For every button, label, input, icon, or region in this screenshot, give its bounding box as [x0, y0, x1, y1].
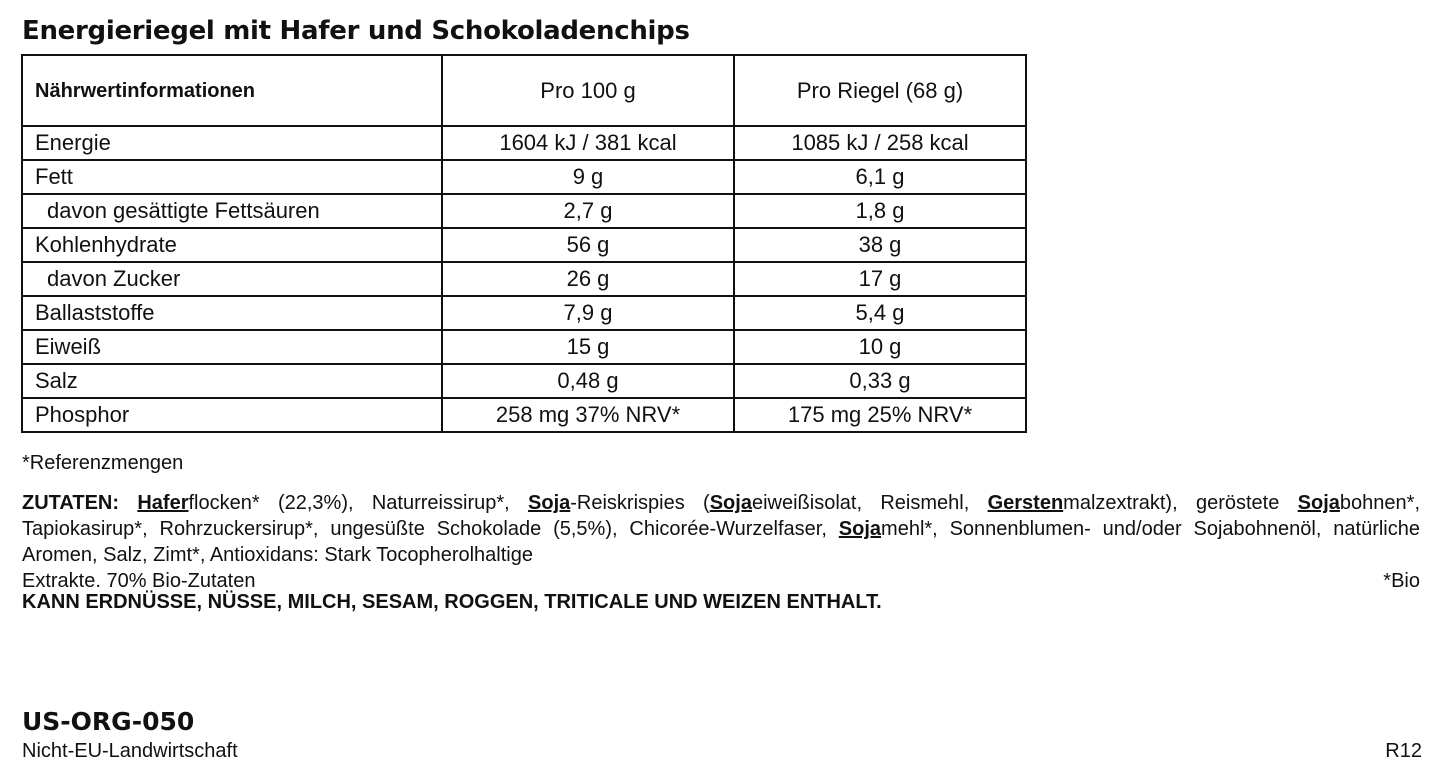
ingredients-segment: -Reiskrispies ( — [570, 492, 710, 514]
allergen-term: Hafer — [137, 492, 189, 514]
row-per-bar: 0,33 g — [734, 364, 1026, 398]
row-per-bar: 6,1 g — [734, 160, 1026, 194]
row-label: davon Zucker — [22, 262, 442, 296]
row-per-bar: 175 mg 25% NRV* — [734, 398, 1026, 432]
allergy-warning: KANN ERDNÜSSE, NÜSSE, MILCH, SESAM, ROGGEN, TRITICALE UND WEIZEN ENTHALT. — [22, 591, 882, 613]
row-per-bar: 38 g — [734, 228, 1026, 262]
row-label: Phosphor — [22, 398, 442, 432]
header-nutrition-info: Nährwertinformationen — [22, 55, 442, 126]
row-per-100g: 2,7 g — [442, 194, 734, 228]
row-label: Energie — [22, 126, 442, 160]
ingredients-body — [22, 490, 1420, 568]
table-row — [22, 262, 1026, 296]
row-per-bar: 5,4 g — [734, 296, 1026, 330]
allergen-term: Soja — [709, 492, 752, 514]
table-row — [22, 364, 1026, 398]
revision-label: R12 — [1385, 740, 1422, 762]
table-row — [22, 398, 1026, 432]
table-row — [22, 126, 1026, 160]
origin-text: Nicht-EU-Landwirtschaft — [22, 740, 238, 762]
row-per-bar: 1,8 g — [734, 194, 1026, 228]
table-row — [22, 228, 1026, 262]
reference-footnote: *Referenzmengen — [22, 452, 184, 474]
nutrition-table — [21, 54, 1027, 433]
allergen-term: Soja — [1297, 492, 1340, 514]
allergen-term: Gersten — [987, 492, 1064, 514]
row-per-100g: 0,48 g — [442, 364, 734, 398]
row-per-100g: 1604 kJ / 381 kcal — [442, 126, 734, 160]
row-per-bar: 1085 kJ / 258 kcal — [734, 126, 1026, 160]
header-per-100g: Pro 100 g — [442, 55, 734, 126]
ingredients-segment: bohnen*, Tapiokasirup*, Rohrzuckersirup*, ungesüßte Schokolade (5,5%), Chicorée-Wurzelfaser, — [22, 492, 1420, 540]
ingredients-heading: ZUTATEN: — [22, 492, 120, 514]
header-per-bar: Pro Riegel (68 g) — [734, 55, 1026, 126]
row-label: Ballaststoffe — [22, 296, 442, 330]
row-per-bar: 10 g — [734, 330, 1026, 364]
row-label: Fett — [22, 160, 442, 194]
allergen-term: Soja — [838, 518, 882, 540]
ingredients-segment: eiweißisolat, Reismehl, — [751, 492, 988, 514]
ingredients-segment: malzextrakt), geröstete — [1063, 492, 1298, 514]
table-row — [22, 194, 1026, 228]
ingredients-text — [22, 490, 1420, 594]
table-row — [22, 330, 1026, 364]
row-per-100g: 26 g — [442, 262, 734, 296]
table-header-row — [22, 55, 1026, 126]
row-per-bar: 17 g — [734, 262, 1026, 296]
row-per-100g: 56 g — [442, 228, 734, 262]
row-per-100g: 15 g — [442, 330, 734, 364]
product-title: Energieriegel mit Hafer und Schokoladenchips — [22, 16, 690, 46]
table-row — [22, 160, 1026, 194]
allergen-term: Soja — [528, 492, 571, 514]
row-label: davon gesättigte Fettsäuren — [22, 194, 442, 228]
row-label: Salz — [22, 364, 442, 398]
ingredients-segment: flocken* (22,3%), Naturreissirup*, — [188, 492, 529, 514]
row-label: Eiweiß — [22, 330, 442, 364]
row-per-100g: 7,9 g — [442, 296, 734, 330]
row-per-100g: 9 g — [442, 160, 734, 194]
organic-code: US-ORG-050 — [22, 707, 195, 736]
ingredients-segment: Extrakte. 70% Bio-Zutaten — [22, 570, 256, 592]
row-label: Kohlenhydrate — [22, 228, 442, 262]
bio-note: *Bio — [1383, 570, 1420, 592]
ingredients-segment: mehl*, Sonnenblumen- und/oder Sojabohnenöl, natürliche Aromen, Salz, Zimt*, Antioxidans: Stark Tocopherolhaltige — [22, 518, 1420, 566]
row-per-100g: 258 mg 37% NRV* — [442, 398, 734, 432]
table-row — [22, 296, 1026, 330]
